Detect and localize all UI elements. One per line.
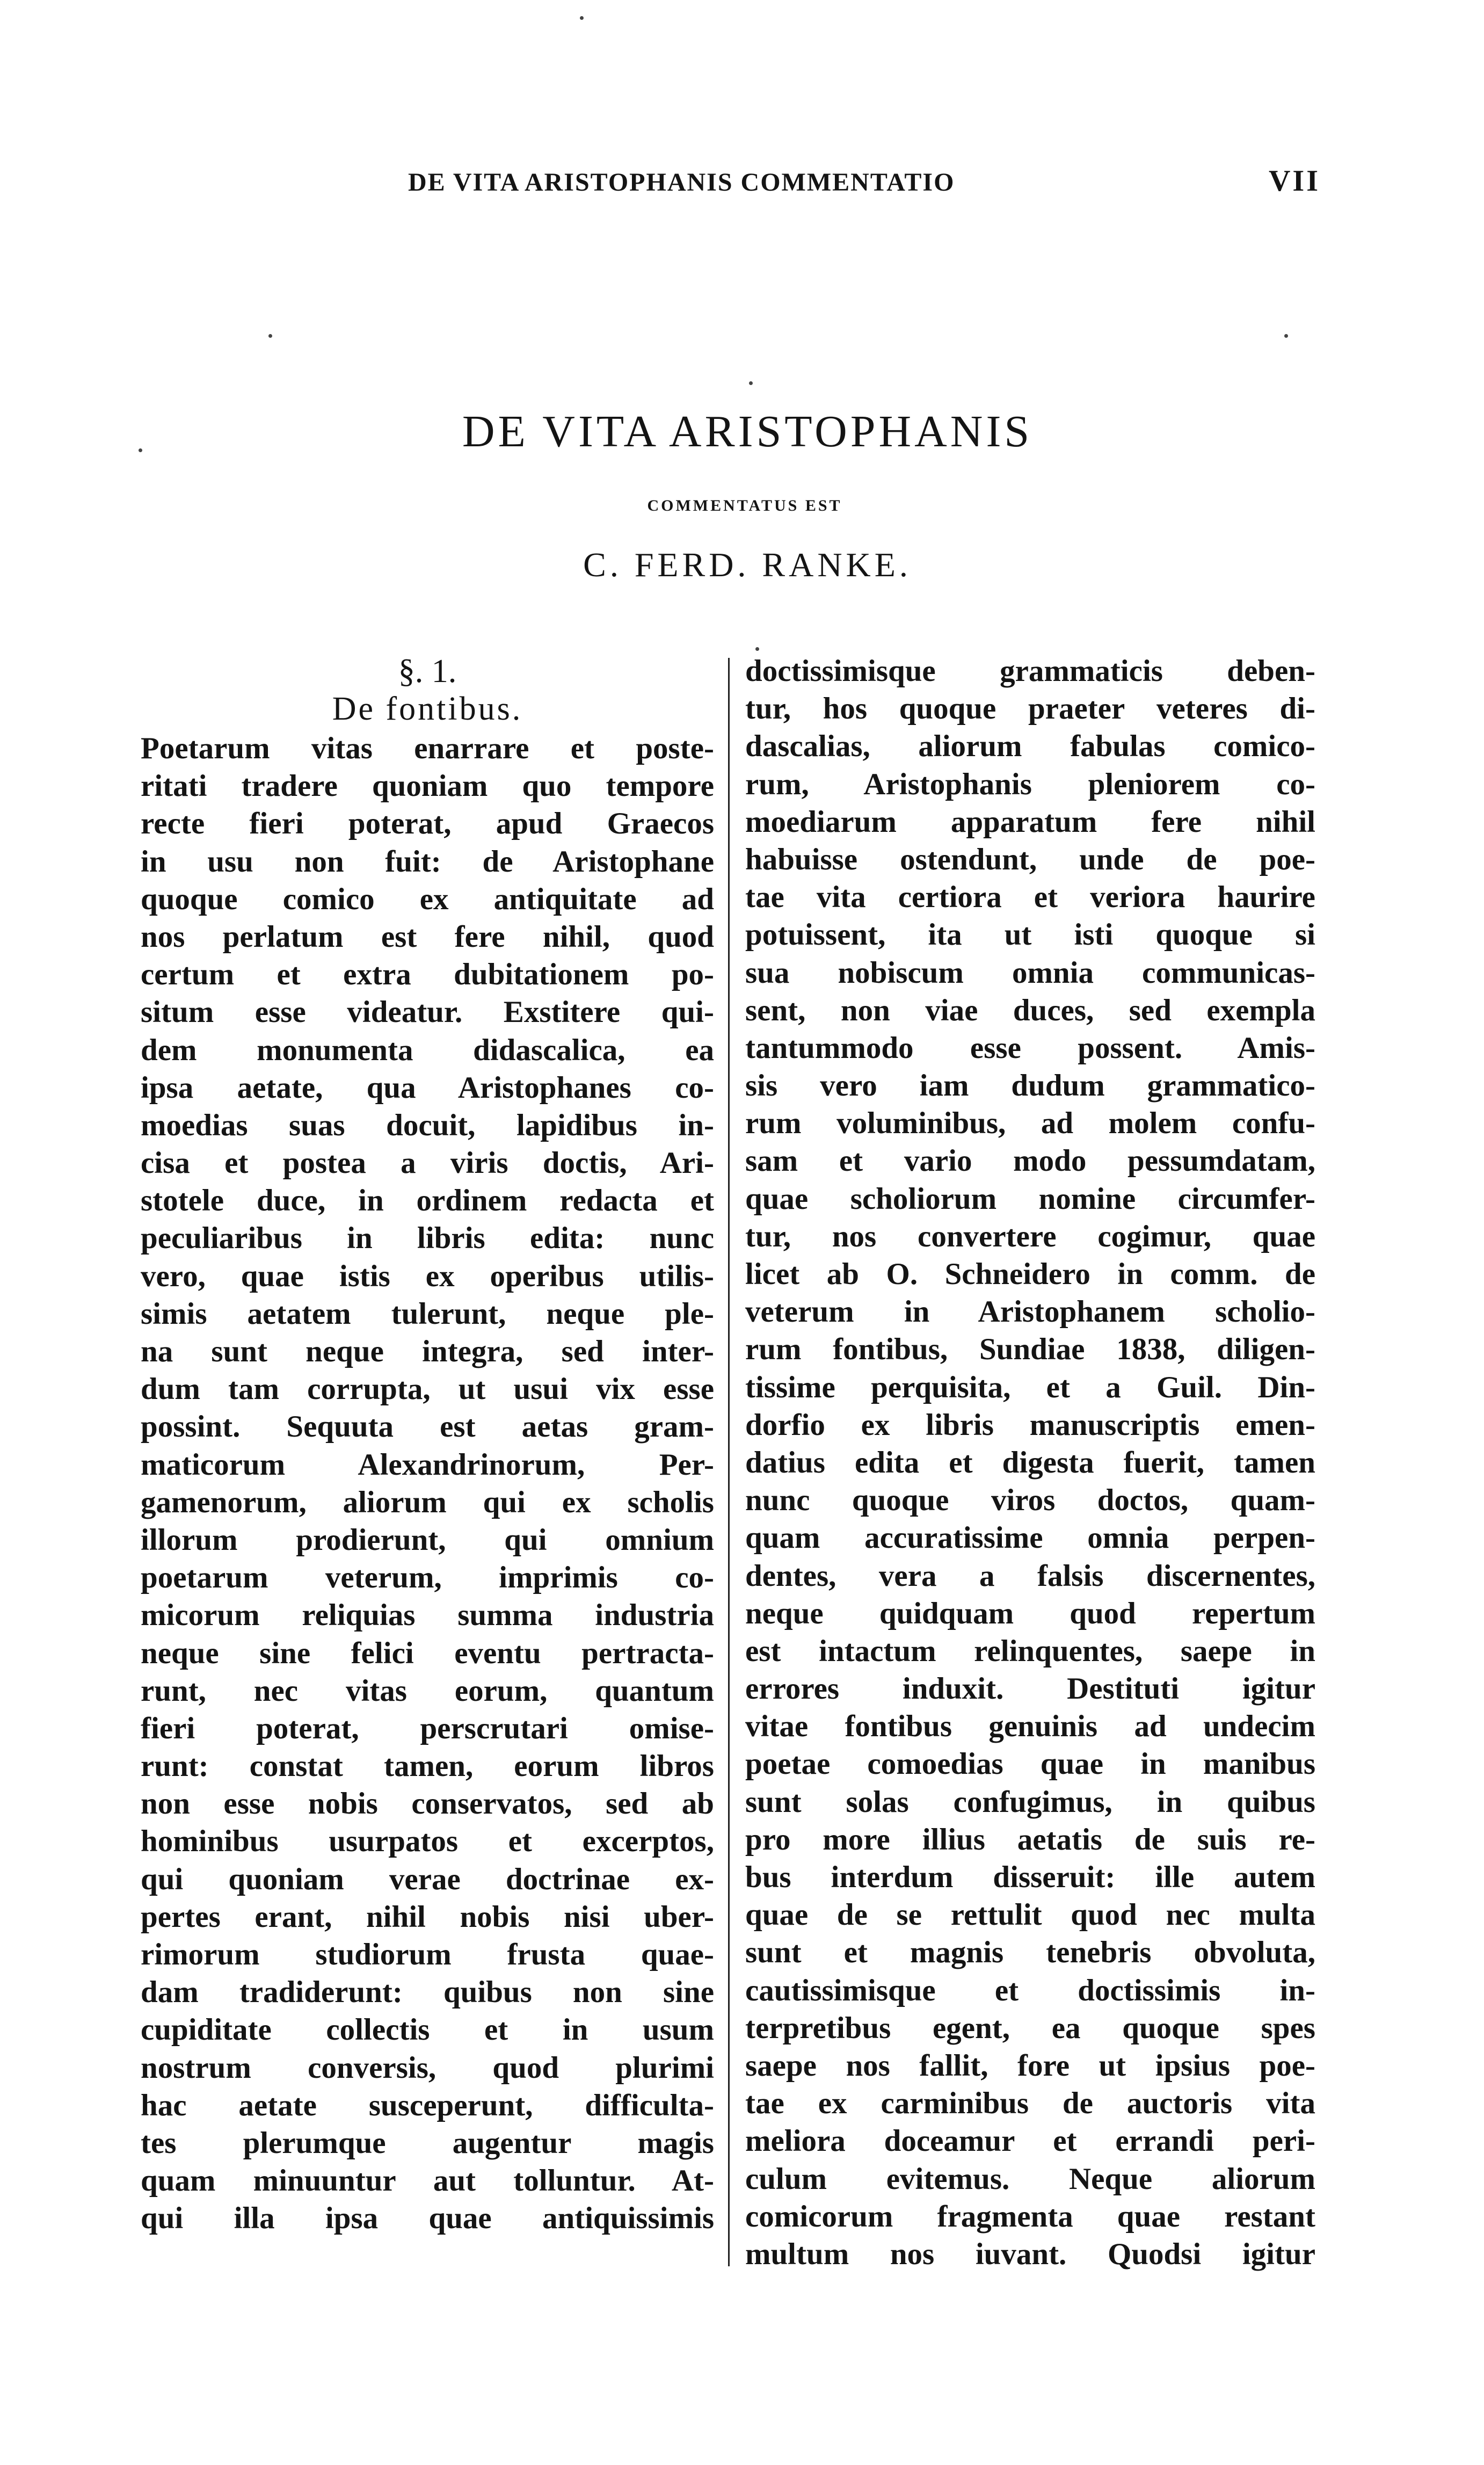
text-line: tantummodo esse possent. Amis- bbox=[745, 1031, 1315, 1065]
text-line: sua nobiscum omnia communicas- bbox=[745, 955, 1315, 990]
text-line: poetae comoedias quae in manibus bbox=[745, 1747, 1315, 1781]
text-line: cupiditate collectis et in usum bbox=[141, 2013, 714, 2047]
column-divider bbox=[728, 658, 730, 2266]
text-line: tae ex carminibus de auctoris vita bbox=[745, 2086, 1315, 2121]
text-line: recte fieri poterat, apud Graecos bbox=[141, 807, 714, 841]
text-line: quoque comico ex antiquitate ad bbox=[141, 882, 714, 916]
text-line: hominibus usurpatos et excerptos, bbox=[141, 1824, 714, 1859]
text-line: dorfio ex libris manuscriptis emen- bbox=[745, 1408, 1315, 1442]
text-line: licet ab O. Schneidero in comm. de bbox=[745, 1257, 1315, 1291]
text-line: rimorum studiorum frusta quae- bbox=[141, 1938, 714, 1971]
text-line: pertes erant, nihil nobis nisi uber- bbox=[141, 1900, 714, 1934]
text-line: rum, Aristophanis pleniorem co- bbox=[745, 767, 1315, 801]
text-line: hac aetate susceperunt, difficulta- bbox=[141, 2088, 714, 2122]
text-line: tes plerumque augentur magis bbox=[141, 2126, 714, 2160]
text-line: na sunt neque integra, sed inter- bbox=[141, 1335, 714, 1368]
speck-mark bbox=[580, 16, 584, 20]
text-line: saepe nos fallit, fore ut ipsius poe- bbox=[745, 2048, 1315, 2083]
text-line: meliora doceamur et errandi peri- bbox=[745, 2124, 1315, 2158]
text-line: ipsa aetate, qua Aristophanes co- bbox=[141, 1070, 714, 1105]
text-line: sunt solas confugimus, in quibus bbox=[745, 1785, 1315, 1819]
right-column-text bbox=[745, 653, 1315, 2273]
subtitle: COMMENTATUS EST bbox=[647, 497, 842, 514]
text-line: potuissent, ita ut isti quoque si bbox=[745, 918, 1315, 952]
text-line: comicorum fragmenta quae restant bbox=[745, 2199, 1315, 2234]
text-line: tur, hos quoque praeter veteres di- bbox=[745, 692, 1315, 726]
text-line: neque quidquam quod repertum bbox=[745, 1596, 1315, 1630]
text-line: errores induxit. Destituti igitur bbox=[745, 1672, 1315, 1706]
text-line: rum fontibus, Sundiae 1838, diligen- bbox=[745, 1332, 1315, 1367]
speck-mark bbox=[268, 334, 272, 338]
section-title: De fontibus. bbox=[332, 691, 523, 727]
text-line: sis vero iam dudum grammatico- bbox=[745, 1069, 1315, 1103]
text-line: vero, quae istis ex operibus utilis- bbox=[141, 1259, 714, 1293]
text-line: qui illa ipsa quae antiquissimis bbox=[141, 2201, 714, 2236]
text-line: terpretibus egent, ea quoque spes bbox=[745, 2011, 1315, 2045]
text-line: non esse nobis conservatos, sed ab bbox=[141, 1787, 714, 1821]
text-line: maticorum Alexandrinorum, Per- bbox=[141, 1447, 714, 1482]
text-line: gamenorum, aliorum qui ex scholis bbox=[141, 1485, 714, 1519]
text-line: possint. Sequuta est aetas gram- bbox=[141, 1410, 714, 1444]
text-line: dem monumenta didascalica, ea bbox=[141, 1033, 714, 1067]
text-line: dam tradiderunt: quibus non sine bbox=[141, 1975, 714, 2010]
text-line: certum et extra dubitationem po- bbox=[141, 958, 714, 992]
text-line: nunc quoque viros doctos, quam- bbox=[745, 1483, 1315, 1518]
text-line: moediarum apparatum fere nihil bbox=[745, 804, 1315, 839]
text-line: in usu non fuit: de Aristophane bbox=[141, 844, 714, 879]
text-line: cautissimisque et doctissimis in- bbox=[745, 1973, 1315, 2007]
right-column bbox=[745, 653, 1315, 2273]
text-line: vitae fontibus genuinis ad undecim bbox=[745, 1709, 1315, 1744]
left-column-text bbox=[141, 730, 714, 2238]
text-line: tae vita certiora et veriora haurire bbox=[745, 880, 1315, 915]
text-line: nos perlatum est fere nihil, quod bbox=[141, 919, 714, 954]
text-line: simis aetatem tulerunt, neque ple- bbox=[141, 1296, 714, 1331]
speck-mark bbox=[755, 647, 759, 651]
text-line: sunt et magnis tenebris obvoluta, bbox=[745, 1935, 1315, 1970]
text-line: quam accuratissime omnia perpen- bbox=[745, 1521, 1315, 1555]
text-line: culum evitemus. Neque aliorum bbox=[745, 2162, 1315, 2196]
text-line: situm esse videatur. Exstitere qui- bbox=[141, 995, 714, 1030]
text-line: multum nos iuvant. Quodsi igitur bbox=[745, 2237, 1315, 2271]
text-line: cisa et postea a viris doctis, Ari- bbox=[141, 1146, 714, 1180]
running-head: DE VITA ARISTOPHANIS COMMENTATIO bbox=[408, 168, 955, 197]
text-line: runt: constat tamen, eorum libros bbox=[141, 1749, 714, 1784]
text-line: dascalias, aliorum fabulas comico- bbox=[745, 729, 1315, 764]
text-line: fieri poterat, perscrutari omise- bbox=[141, 1711, 714, 1745]
text-line: stotele duce, in ordinem redacta et bbox=[141, 1184, 714, 1218]
text-line: rum voluminibus, ad molem confu- bbox=[745, 1106, 1315, 1141]
author-name: C. FERD. RANKE. bbox=[583, 546, 912, 584]
text-line: tur, nos convertere cogimur, quae bbox=[745, 1219, 1315, 1253]
page-number: VII bbox=[1268, 164, 1320, 198]
text-line: qui quoniam verae doctrinae ex- bbox=[141, 1862, 714, 1896]
text-line: quae scholiorum nomine circumfer- bbox=[745, 1181, 1315, 1216]
text-line: poetarum veterum, imprimis co- bbox=[141, 1561, 714, 1595]
text-line: micorum reliquias summa industria bbox=[141, 1598, 714, 1633]
text-line: ritati tradere quoniam quo tempore bbox=[141, 769, 714, 803]
speck-mark bbox=[749, 381, 753, 385]
text-line: tissime perquisita, et a Guil. Din- bbox=[745, 1370, 1315, 1404]
text-line: quam minuuntur aut tolluntur. At- bbox=[141, 2164, 714, 2198]
text-line: sam et vario modo pessumdatam, bbox=[745, 1144, 1315, 1178]
text-line: datius edita et digesta fuerit, tamen bbox=[745, 1445, 1315, 1480]
speck-mark bbox=[1284, 334, 1288, 338]
left-column bbox=[141, 653, 714, 2238]
text-line: sent, non viae duces, sed exempla bbox=[745, 993, 1315, 1027]
text-line: peculiaribus in libris edita: nunc bbox=[141, 1221, 714, 1256]
text-line: runt, nec vitas eorum, quantum bbox=[141, 1673, 714, 1708]
text-line: habuisse ostendunt, unde de poe- bbox=[745, 842, 1315, 876]
text-line: dentes, vera a falsis discernentes, bbox=[745, 1558, 1315, 1593]
text-line: dum tam corrupta, ut usui vix esse bbox=[141, 1372, 714, 1407]
text-line: neque sine felici eventu pertracta- bbox=[141, 1636, 714, 1670]
text-line: veterum in Aristophanem scholio- bbox=[745, 1295, 1315, 1329]
text-line: nostrum conversis, quod plurimi bbox=[141, 2050, 714, 2085]
text-line: Poetarum vitas enarrare et poste- bbox=[141, 731, 714, 765]
text-line: illorum prodierunt, qui omnium bbox=[141, 1523, 714, 1557]
text-line: quae de se rettulit quod nec multa bbox=[745, 1898, 1315, 1932]
text-line: pro more illius aetatis de suis re- bbox=[745, 1822, 1315, 1857]
section-number: §. 1. bbox=[398, 653, 457, 690]
text-line: doctissimisque grammaticis deben- bbox=[745, 654, 1315, 688]
text-line: est intactum relinquentes, saepe in bbox=[745, 1634, 1315, 1668]
main-title: DE VITA ARISTOPHANIS bbox=[462, 407, 1033, 456]
text-line: moedias suas docuit, lapidibus in- bbox=[141, 1108, 714, 1142]
text-line: bus interdum disseruit: ille autem bbox=[745, 1860, 1315, 1894]
